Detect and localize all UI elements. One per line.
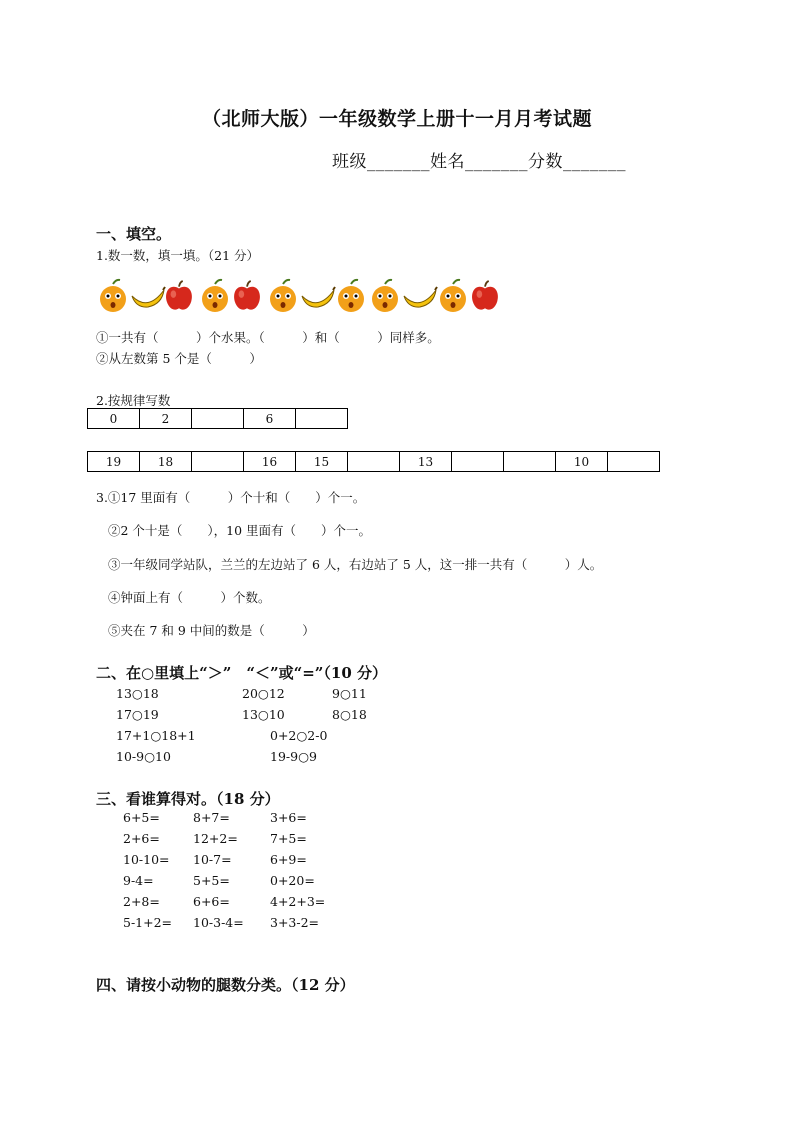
- orange-icon: [96, 278, 130, 314]
- sequence-cell[interactable]: [192, 409, 244, 429]
- calculation-item: 2+6=: [123, 831, 160, 846]
- q3-item-3: ③一年级同学站队，兰兰的左边站了 6 人，右边站了 5 人，这一排一共有（ ）人。: [108, 557, 603, 572]
- comparison-item: 13○18: [116, 686, 159, 701]
- q3-item-2: ②2 个十是（ ），10 里面有（ ）个一。: [108, 523, 372, 538]
- section2-heading: 二、在○里填上“＞” “＜”或“=”（10 分）: [96, 664, 388, 682]
- orange-icon: [368, 278, 402, 314]
- q1-line2: ②从左数第 5 个是（ ）: [96, 351, 262, 366]
- sequence-cell: 18: [140, 452, 192, 472]
- sequence-cell[interactable]: [348, 452, 400, 472]
- comparison-item: 17+1○18+1: [116, 728, 196, 743]
- sequence-table-1: [87, 408, 348, 429]
- calculation-item: 0+20=: [270, 873, 315, 888]
- comparison-item: 9○11: [332, 686, 367, 701]
- calculation-item: 7+5=: [270, 831, 307, 846]
- apple-icon: [232, 278, 266, 314]
- sequence-cell: 16: [244, 452, 296, 472]
- calculation-item: 10-7=: [193, 852, 232, 867]
- sequence-cell[interactable]: [296, 409, 348, 429]
- q3-item-4: ④钟面上有（ ）个数。: [108, 590, 271, 605]
- apple-icon: [470, 278, 504, 314]
- sequence-cell: 2: [140, 409, 192, 429]
- section3-heading: 三、看谁算得对。（18 分）: [96, 790, 280, 808]
- q1-line1: ①一共有（ ）个水果。（ ）和（ ）同样多。: [96, 330, 440, 345]
- calculation-item: 9-4=: [123, 873, 154, 888]
- q2-label: 2.按规律写数: [96, 393, 171, 408]
- calculation-item: 3+6=: [270, 810, 307, 825]
- sequence-cell: 10: [556, 452, 608, 472]
- orange-icon: [266, 278, 300, 314]
- sequence-cell[interactable]: [504, 452, 556, 472]
- orange-icon: [436, 278, 470, 314]
- calculation-item: 3+3-2=: [270, 915, 320, 930]
- orange-icon: [334, 278, 368, 314]
- sequence-cell: 19: [88, 452, 140, 472]
- sequence-cell[interactable]: [452, 452, 504, 472]
- sequence-cell: 13: [400, 452, 452, 472]
- comparison-item: 10-9○10: [116, 749, 171, 764]
- apple-icon: [164, 278, 198, 314]
- sequence-cell[interactable]: [608, 452, 660, 472]
- sequence-cell: 15: [296, 452, 348, 472]
- comparison-item: 20○12: [242, 686, 285, 701]
- section4-heading: 四、请按小动物的腿数分类。（12 分）: [96, 976, 355, 994]
- calculation-item: 8+7=: [193, 810, 230, 825]
- calculation-item: 4+2+3=: [270, 894, 326, 909]
- sequence-cell: 6: [244, 409, 296, 429]
- banana-icon: [402, 278, 436, 314]
- banana-icon: [300, 278, 334, 314]
- calculation-item: 12+2=: [193, 831, 238, 846]
- calculation-item: 5+5=: [193, 873, 230, 888]
- comparison-item: 17○19: [116, 707, 159, 722]
- calculation-item: 6+6=: [193, 894, 230, 909]
- sequence-cell[interactable]: [192, 452, 244, 472]
- q3-item-1: 3.①17 里面有（ ）个十和（ ）个一。: [96, 490, 366, 505]
- sequence-cell: 0: [88, 409, 140, 429]
- banana-icon: [130, 278, 164, 314]
- page-title: （北师大版）一年级数学上册十一月月考试题: [201, 108, 592, 130]
- calculation-item: 2+8=: [123, 894, 160, 909]
- orange-icon: [198, 278, 232, 314]
- sequence-table-2: [87, 451, 660, 472]
- q1-label: 1.数一数，填一填。（21 分）: [96, 248, 260, 263]
- calculation-item: 10-3-4=: [193, 915, 244, 930]
- calculation-item: 6+5=: [123, 810, 160, 825]
- calculation-item: 10-10=: [123, 852, 170, 867]
- comparison-item: 0+2○2-0: [270, 728, 328, 743]
- fruit-row: [96, 274, 504, 314]
- q3-item-5: ⑤夹在 7 和 9 中间的数是（ ）: [108, 623, 315, 638]
- student-info-line: 班级_______姓名_______分数_______: [332, 152, 626, 172]
- comparison-item: 13○10: [242, 707, 285, 722]
- section1-heading: 一、填空。: [96, 225, 172, 243]
- comparison-item: 8○18: [332, 707, 367, 722]
- comparison-item: 19-9○9: [270, 749, 317, 764]
- calculation-item: 5-1+2=: [123, 915, 173, 930]
- calculation-item: 6+9=: [270, 852, 307, 867]
